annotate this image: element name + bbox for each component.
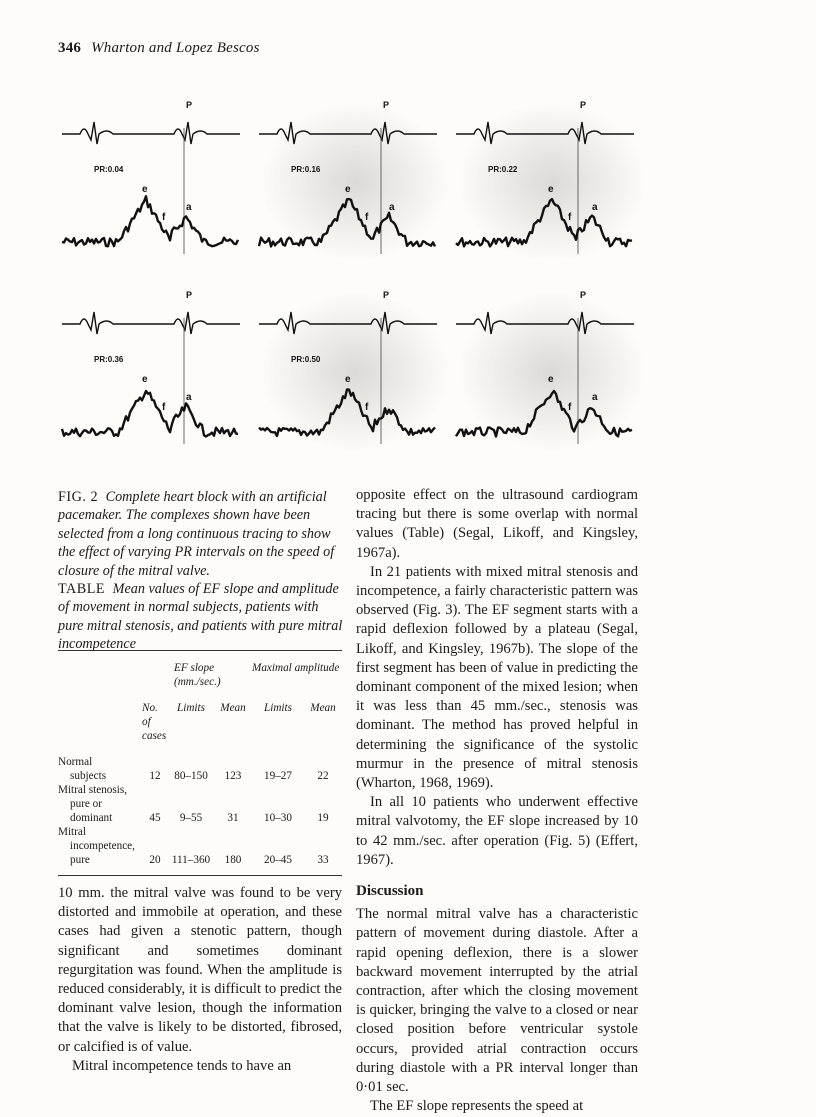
paragraph: The EF slope represents the speed at [370,1098,584,1115]
trace-panel [259,290,450,452]
e-point-marker: e [345,184,351,195]
f-point-marker: f [162,212,166,223]
row-label: Mitral stenosis, [58,784,127,796]
cell-cases: 45 [149,812,161,824]
row-label: Normal [58,756,93,768]
cell-ef-limits: 111–360 [171,854,211,866]
row-label-cont: incompetence, [70,840,135,852]
ecg-trace [62,122,240,144]
cell-ef-mean: 123 [224,770,242,782]
f-point-marker: f [365,212,369,223]
trace-panel [259,100,450,262]
pr-interval-label: PR:0.22 [488,165,518,174]
a-point-marker: a [592,392,598,403]
mitral-valve-trace [62,391,238,437]
running-title: Wharton and Lopez Bescos [91,40,260,56]
row-label-cont: dominant [70,812,113,824]
header-max-amplitude: Maximal amplitude [252,662,340,674]
left-column-text [58,884,342,1076]
cell-amp-mean: 33 [317,854,329,866]
cell-ef-limits: 9–55 [179,812,203,824]
table-row [58,825,342,867]
a-point-marker: a [186,392,192,403]
paragraph: 10 mm. the mitral valve was found to be very distorted and immobile at operation, and these cases had given a stenotic pattern, though significant and sometimes dominant regurgitation was found. When the amplitude is reduced considerably, it is difficult to predict the dominant valve lesion, though the information that the valve is likely to be distorted, fibrosed, or calcified is of value. [58,885,342,1055]
p-wave-marker: P [580,100,587,110]
header-amp-limits: Limits [264,702,292,714]
cell-amp-limits: 20–45 [264,854,292,866]
f-point-marker: f [568,402,572,413]
figure-2 [58,92,648,472]
cell-amp-mean: 19 [317,812,329,824]
section-heading-discussion: Discussion [356,883,424,900]
f-point-marker: f [568,212,572,223]
cell-ef-mean: 31 [227,812,239,824]
scan-haze [260,292,450,452]
row-label-cont: subjects [70,770,107,782]
pr-interval-label: PR:0.16 [291,165,321,174]
p-wave-marker: P [186,100,193,110]
e-point-marker: e [142,184,148,195]
paragraph: opposite effect on the ultrasound cardiogram tracing but there is some overlap with normal values (Table) (Segal, Likoff, and Kingsley, 1967a). [356,487,638,561]
header-ef-limits: Limits [177,702,205,714]
e-point-marker: e [345,374,351,385]
figure-caption-text: Complete heart block with an artificial pacemaker. The complexes shown have been selected from a long continuous tracing to show the effect of varying PR intervals on the speed of closure of the mitral valve. [58,489,335,579]
cell-amp-mean: 22 [317,770,329,782]
p-wave-marker: P [580,290,587,300]
right-column-text [356,486,638,1117]
a-point-marker: a [389,202,395,213]
trace-panel [62,290,240,444]
page-number: 346 [58,40,82,56]
pr-interval-label: PR:0.36 [94,355,124,364]
paragraph: Mitral incompetence tends to have an [72,1057,292,1074]
p-wave-marker: P [186,290,193,300]
pr-interval-label: PR:0.50 [291,355,321,364]
p-wave-marker: P [383,100,390,110]
row-label: Mitral [58,826,86,838]
paragraph: The normal mitral valve has a characteristic pattern of movement during diastole. After a rapid opening deflexion, there is a slower backward movement interrupted by the atrial contraction, after which the closing movement is quicker, bringing the valve to a closed or near closed position before ventricular systole occurs, provided atrial contraction occurs during diastole with a PR interval longer than 0·01 sec. [356,906,638,1096]
figure-caption-lead: FIG. 2 [58,489,99,505]
cell-ef-limits: 80–150 [174,770,208,782]
a-point-marker: a [592,202,598,213]
table-grid [58,651,342,867]
ecg-trace [62,312,240,334]
header-amp-mean: Mean [310,702,336,714]
e-point-marker: e [548,184,554,195]
mitral-valve-trace [62,196,238,246]
running-header [58,40,260,57]
f-point-marker: f [365,402,369,413]
p-wave-marker: P [383,290,390,300]
table-caption-lead: TABLE [58,581,106,597]
trace-panel [456,290,647,452]
table-caption [58,580,346,654]
paragraph: In all 10 patients who underwent effective mitral valvotomy, the EF slope increased by 10 to 42 mm./sec. after operation (Fig. 5) (Effert, 1967). [356,794,638,868]
pr-interval-label: PR:0.04 [94,165,124,174]
cell-amp-limits: 10–30 [264,812,292,824]
a-point-marker: a [186,202,192,213]
table-bottom-rule [58,875,342,876]
table-row [58,783,342,825]
trace-panel [456,100,647,262]
cell-ef-mean: 180 [224,854,242,866]
row-label-cont: pure [70,854,90,866]
row-label-cont: pure or [70,798,102,810]
e-point-marker: e [142,374,148,385]
cell-cases: 20 [149,854,161,866]
scan-haze [457,292,647,452]
header-no-of-cases: No. of cases [142,702,167,742]
figure-caption [58,488,340,580]
table-caption-text: Mean values of EF slope and amplitude of movement in normal subjects, patients with pure mitral stenosis, and patients with pure mitral incompetence [58,581,343,653]
header-ef-slope: EF slope (mm./sec.) [174,662,221,688]
cell-cases: 12 [149,770,161,782]
table-row [58,755,342,783]
results-table [58,650,342,876]
e-point-marker: e [548,374,554,385]
echocardiogram-figure [58,92,648,472]
trace-panel [62,100,240,254]
header-ef-mean: Mean [220,702,246,714]
cell-amp-limits: 19–27 [264,770,292,782]
paragraph: In 21 patients with mixed mitral stenosis and incompetence, a fairly characteristic pattern was observed (Fig. 3). The EF segment starts with a rapid deflexion followed by a plateau (Segal, Likoff, and Kingsley, 1967b). The slope of the first segment has been of value in predicting the dominant component of the mixed lesion; when it was less than 45 mm./sec., stenosis was dominant. The method has proved helpful in determining the significance of the systolic murmur in the presence of mitral stenosis (Wharton, 1968, 1969). [356,563,638,792]
f-point-marker: f [162,402,166,413]
